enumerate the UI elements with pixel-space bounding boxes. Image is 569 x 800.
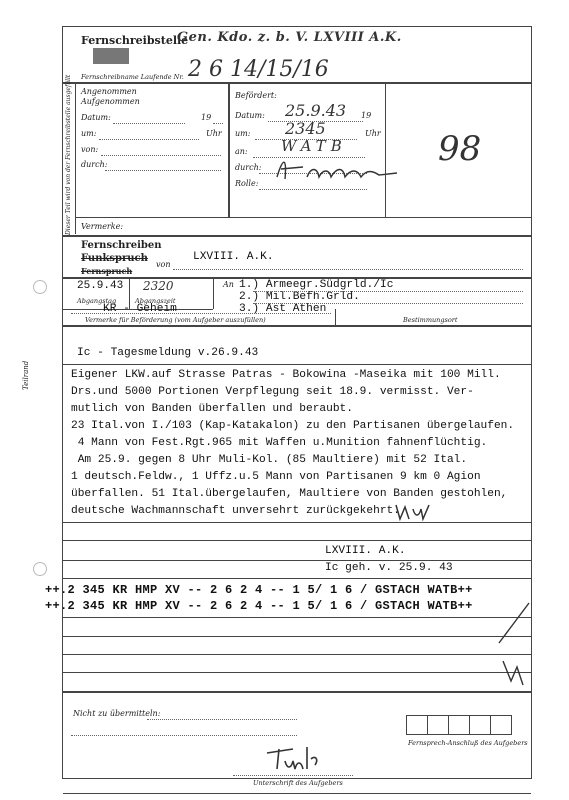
forwarded-role-label: Rolle: [235,179,259,188]
received-date-label: Datum: [81,113,111,122]
message-line-2: Eigener LKW.auf Strasse Patras - Bokowina -Maseika mit 100 Mill. [71,369,501,381]
message-line-3: Drs.und 5000 Portionen Verpflegung seit 18.9. vermisst. Ver- [71,386,474,398]
forwarded-year: 19 [361,111,372,120]
forwarded-time-unit: Uhr [365,129,381,138]
not-transmit-label: Nicht zu übermitteln: [73,709,161,718]
von-label: von [156,260,171,269]
classification: KR - Geheim [103,303,177,315]
operator-signature [273,155,403,185]
punch-hole-top [33,280,47,294]
received-label-2: Aufgenommen [81,97,140,106]
forwarded-label: Befördert: [235,91,277,100]
message-line-1: Ic - Tagesmeldung v.26.9.43 [77,347,259,359]
recipient-1: 1.) Armeegr.Südgrld./Ic [239,279,394,291]
dispatch-date: 25.9.43 [77,280,124,292]
message-line-7: Am 25.9. gegen 8 Uhr Muli-Kol. (85 Maultiere) mit 52 Ital. [71,454,468,466]
received-year: 19 [201,113,212,122]
diagonal-scribble [491,601,531,691]
received-time-unit: Uhr [206,129,222,138]
dispatch-time: 2320 [143,279,174,293]
type-fernspruch: Fernspruch [81,266,133,276]
teletype-line-2: ++.2 345 KR HMP XV -- 2 6 2 4 -- 1 5/ 1 6 / GSTACH WATB++ [45,599,473,613]
handwritten-number: 98 [438,129,482,169]
forwarded-date-label: Datum: [235,111,265,120]
message-line-9: überfallen. 51 Ital.übergelaufen, Maultiere von Banden gestohlen, [71,488,508,500]
forwarded-date-value: 25.9.43 [285,101,347,120]
received-label-1: Angenommen [81,87,137,96]
type-fernschreiben: Fernschreiben [81,240,162,251]
destination-label: Bestimmungsort [403,316,458,324]
message-line-5: 23 Ital.von I./103 (Kap-Katakalon) zu den Partisanen übergelaufen. [71,420,515,432]
an-label: An [223,280,234,289]
sender-signature [263,739,325,775]
message-line-8: 1 deutsch.Feldw., 1 Uffz.u.5 Mann von Partisanen 9 km 0 Agion [71,471,481,483]
notes-label: Vermerke: [81,222,124,231]
teletype-line-1: ++.2 345 KR HMP XV -- 2 6 2 4 -- 1 5/ 1 6 / GSTACH WATB++ [45,583,473,597]
received-time-label: um: [81,129,97,138]
number-labels: Fernschreibname Laufende Nr. [81,73,184,81]
dispatch-date-label: Abgangstag [77,297,117,305]
recipient-3: 3.) Ast Athen [239,303,327,315]
message-line-10: deutsche Wachmannschaft unversehrt zurückgekehrt. [71,505,400,517]
teletype-form [45,26,532,787]
message-line-6: 4 Mann von Fest.Rgt.965 mit Waffen u.Munition fahnenflüchtig. [71,437,488,449]
forwarded-by-label: durch: [235,163,262,172]
received-by-label: durch: [81,160,108,169]
serial-number: 2 6 14/15/16 [188,57,329,82]
signature-label: Unterschrift des Aufgebers [253,779,343,787]
stamp-block [93,48,129,64]
station-stamp: Gen. Kdo. z. b. V. LXVIII A.K. [177,30,402,45]
forwarded-time-label: um: [235,129,251,138]
signoff-line: Ic geh. v. 25.9. 43 [325,562,453,574]
recipient-2: 2.) Mil.Befh.Grld. [239,291,360,303]
side-note: Dieser Teil wird von der Fernschreibstelle ausgefüllt [65,74,72,235]
punch-hole-bottom [33,562,47,576]
forwarded-to-label: an: [235,147,248,156]
left-margin-word: Teilrand [22,360,30,390]
dispatch-time-label: Abgangszeit [135,297,176,305]
forwarded-time-value: 2345 [285,119,326,138]
forwarded-to-value: WATB [281,137,347,155]
remarks-label: Vermerke für Beförderung (vom Aufgeber auszufüllen) [85,316,266,324]
phone-label: Fernsprech-Anschluß des Aufgebers [408,739,528,747]
received-from-label: von: [81,145,99,154]
initials-mark [393,501,433,523]
signoff-unit: LXVIII. A.K. [325,545,406,557]
message-line-4: mutlich von Banden überfallen und beraubt. [71,403,353,415]
form-title: Fernschreibstelle [81,34,189,47]
sender-unit: LXVIII. A.K. [193,251,274,263]
type-funkspruch: Funkspruch [81,253,148,264]
